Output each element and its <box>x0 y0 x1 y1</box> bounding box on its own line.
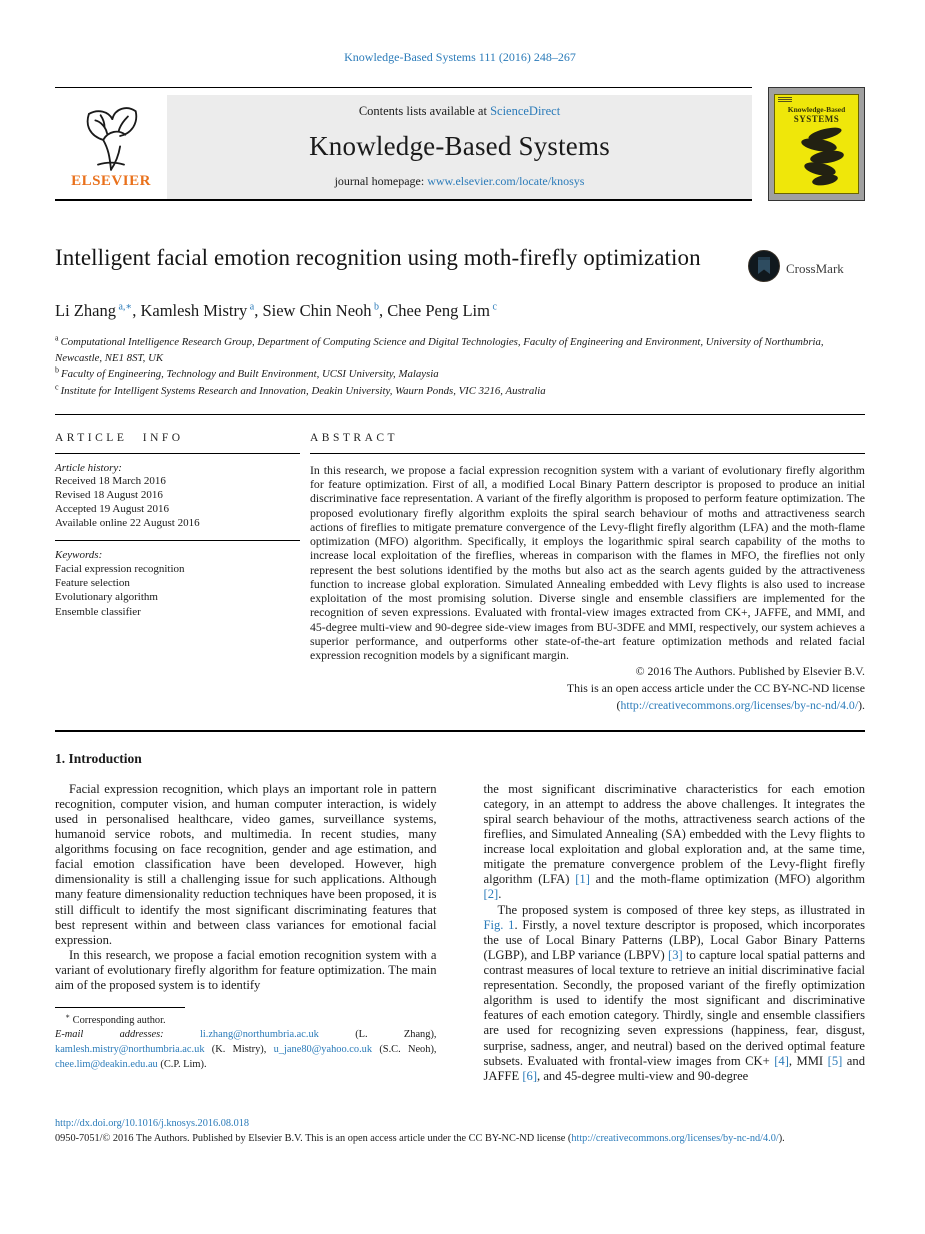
link[interactable]: [5] <box>827 1053 843 1068</box>
history-item: Revised 18 August 2016 <box>55 488 163 501</box>
issn-copyright-line: 0950-7051/© 2016 The Authors. Published by Elsevier B.V. This is an open access article under the CC BY-NC-ND license (http://creativecommons.org/licenses/by-nc-nd/4.0/). <box>55 1133 785 1144</box>
email-addresses: E-mail addresses: li.zhang@northumbria.ac.uk (L. Zhang), kamlesh.mistry@northumbria.ac.uk (K. Mistry), u_jane80@yahoo.co.uk (S.C. Neoh), chee.lim@deakin.edu.au (C.P. Lim). <box>55 1029 437 1070</box>
link[interactable]: b <box>371 301 380 313</box>
link[interactable]: li.zhang@northumbria.ac.uk <box>199 1029 319 1041</box>
body-columns <box>55 782 865 1084</box>
link[interactable]: [6] <box>522 1068 538 1083</box>
link[interactable]: [3] <box>668 947 683 962</box>
page-footer <box>55 1118 865 1144</box>
intro-paragraph: the most significant discriminative characteristics for each emotion category, in an attempt to address the above challenges. It integrates the spiral search behaviour of the moths, attractiveness search actions of the fireflies, and Simulated Annealing (SA) embedded with the Levy flights to increase local exploitation and global exploration and, at the same time, mitigate the premature convergence problem of the Levy-flight firefly algorithm (LFA) [1] and the moth-flame optimization (MFO) algorithm [2]. <box>483 781 865 902</box>
intro-paragraph: In this research, we propose a facial emotion recognition system with a variant of evolutionary firefly algorithm for feature optimization. The main aim of the proposed system is to identify <box>55 947 437 993</box>
author-list: Li Zhang $^{a,∗}$, Kamlesh Mistry $^a$, Siew Chin Neoh $^b$, Chee Peng Lim $^c$ <box>55 301 497 320</box>
article-history-list <box>55 475 300 531</box>
link[interactable]: ScienceDirect <box>490 104 561 118</box>
corresponding-author-note: ∗ Corresponding author. <box>65 1011 166 1027</box>
crossmark-icon <box>747 249 781 288</box>
link[interactable]: a <box>247 301 255 313</box>
keyword-item: Ensemble classifier <box>55 605 141 618</box>
elsevier-logo <box>55 95 167 199</box>
doi-link[interactable]: http://dx.doi.org/10.1016/j.knosys.2016.08.018 <box>55 1118 250 1129</box>
section-heading-introduction: 1. Introduction <box>55 750 142 766</box>
history-item: Accepted 19 August 2016 <box>55 502 169 515</box>
abstract-license: This is an open access article under the CC BY-NC-ND license <box>566 681 865 696</box>
crossmark-badge[interactable] <box>747 249 865 288</box>
abstract-column <box>310 432 865 713</box>
abstract-text: In this research, we propose a facial expression recognition system with a variant of evolutionary firefly algorithm for feature optimization. First of all, a modified Local Binary Pattern descriptor is proposed to produce an initial discriminative face representation. A variant of the firefly algorithm is proposed to perform feature optimization. The proposed evolutionary firefly algorithm exploits the spiral search behaviour of moths and attractiveness search actions of fireflies to mitigate premature convergence of the Levy-flight firefly algorithm (LFA) and the moth-flame optimization (MFO) algorithm. Specifically, it employs the logarithmic spiral search capability of the moths to increase local exploitation of the fireflies, whereas in comparison with the flames in MFO, the fireflies not only represent the best solutions identified by the moths but also act as the search agents guided by the attractiveness function to increase global exploration. Simulated Annealing embedded with Levy flights is also used to increase exploitation of the most promising solution. Diverse single and ensemble classifiers are implemented for the recognition of seven expressions. Evaluated with frontal-view images extracted from CK+, JAFFE, and MMI, and 45-degree multi-view and 90-degree side-view images from BU-3DFE and MMI, respectively, our system achieves a superior performance, and outperforms other state-of-the-art feature optimization methods and related facial expression recognition models by a significant margin. <box>310 462 865 663</box>
link[interactable]: c <box>489 301 497 313</box>
elsevier-tree-icon <box>72 97 150 175</box>
affiliation-c: $^c$ Institute for Intelligent Systems Research and Innovation, Deakin University, Waurn Ponds, VIC 3216, Australia <box>55 381 546 397</box>
journal-cover-art <box>774 94 859 194</box>
keywords-label: Keywords: <box>55 548 103 561</box>
journal-homepage-line: journal homepage: www.elsevier.com/locate/knosys <box>334 174 585 188</box>
cover-title: Knowledge-Based SYSTEMS <box>787 105 846 125</box>
abstract-license-url: (http://creativecommons.org/licenses/by-nc-nd/4.0/). <box>616 697 865 712</box>
affiliations <box>55 334 865 399</box>
journal-citation: Knowledge-Based Systems 111 (2016) 248–267 <box>344 50 576 64</box>
page-title: Intelligent facial emotion recognition using moth-firefly optimization <box>55 245 701 270</box>
info-abstract-section <box>55 432 865 713</box>
elsevier-wordmark: ELSEVIER <box>71 173 151 189</box>
left-column <box>55 782 437 1084</box>
keyword-item: Facial expression recognition <box>55 562 185 575</box>
link[interactable]: Fig. 1 <box>483 917 515 932</box>
keywords-list <box>55 562 300 619</box>
right-column <box>484 782 866 1084</box>
link[interactable]: [2] <box>483 887 499 902</box>
link[interactable]: [4] <box>774 1053 789 1068</box>
divider <box>55 540 300 541</box>
history-item: Available online 22 August 2016 <box>55 516 200 529</box>
link[interactable]: [1] <box>575 872 590 887</box>
divider <box>310 453 865 454</box>
keyword-item: Feature selection <box>55 576 130 589</box>
article-info-column <box>55 432 300 713</box>
cover-fine-print <box>778 97 792 103</box>
link[interactable]: u_jane80@yahoo.co.uk <box>273 1044 373 1056</box>
link[interactable]: a,∗ <box>115 301 133 313</box>
crossmark-label: CrossMark <box>786 260 844 276</box>
link[interactable]: kamlesh.mistry@northumbria.ac.uk <box>55 1044 205 1056</box>
contents-line: Contents lists available at ScienceDirect <box>358 104 561 118</box>
link[interactable]: http://creativecommons.org/licenses/by-nc-nd/4.0/ <box>620 697 859 712</box>
banner-grey-panel <box>167 95 752 199</box>
banner-block <box>55 87 752 201</box>
article-info-heading: ARTICLE INFO <box>55 431 184 444</box>
link[interactable]: chee.lim@deakin.edu.au <box>55 1058 158 1070</box>
divider <box>55 453 300 454</box>
intro-paragraph: Facial expression recognition, which plays an important role in pattern recognition, computer vision, and human computer interaction, is widely used in personalised healthcare, video games, surveillance systems, humanoid service robots, and multimedia. In recent studies, many algorithms focusing on face recognition, gender and age estimation, and facial emotion classification have been developed. However, high dimensionality is still a challenging issue for such applications. Although many feature dimensionality reduction techniques have been proposed, it is still difficult to identify the most significant discriminating features that best represent within and between class variances for emotional facial expression. <box>55 781 437 947</box>
journal-cover-thumbnail[interactable] <box>768 87 865 201</box>
cover-moth-stack-art <box>775 126 859 188</box>
link[interactable]: www.elsevier.com/locate/knosys <box>427 174 585 188</box>
keyword-item: Evolutionary algorithm <box>55 591 158 604</box>
abstract-heading: ABSTRACT <box>310 431 399 444</box>
intro-paragraph: The proposed system is composed of three key steps, as illustrated in Fig. 1. Firstly, a novel texture descriptor is proposed, which incorporates the use of Local Binary Patterns (LBP), Local Gabor Binary Patterns (LGBP), and LBP variance (LBPV) [3] to capture local spatial patterns and contrast measures of local texture to retrieve an initial discriminative facial representation. Secondly, the proposed variant of the firefly optimization algorithm is used to identify the most significant and discriminative features of each emotion category. Thirdly, single and ensemble classifiers are used for recognizing seven expressions (happiness, fear, disgust, surprise, sadness, anger, and neutral) based on the derived optimal feature subsets. Evaluated with frontal-view images from CK+ [4], MMI [5] and JAFFE [6], and 45-degree multi-view and 90-degree <box>483 902 866 1083</box>
article-history-label: Article history: <box>55 461 122 474</box>
affiliation-a: $^a$ Computational Intelligence Research Group, Department of Computing Science and Digital Technologies, Faculty of Engineering and Environment, University of Northumbria, Newcastle, NE1 8ST, UK <box>55 333 824 365</box>
abstract-copyright: © 2016 The Authors. Published by Elsevier B.V. <box>635 664 865 679</box>
link[interactable]: http://creativecommons.org/licenses/by-nc-nd/4.0/ <box>571 1133 779 1144</box>
footnote-divider <box>55 1007 185 1008</box>
divider <box>55 730 865 732</box>
journal-name: Knowledge-Based Systems <box>309 131 610 161</box>
header-banner <box>55 87 865 201</box>
history-item: Received 18 March 2016 <box>55 474 166 487</box>
divider <box>55 414 865 415</box>
cover-gap <box>752 87 768 201</box>
affiliation-b: $^b$ Faculty of Engineering, Technology and Built Environment, UCSI University, Malaysia <box>55 365 439 381</box>
footnote-block <box>55 1007 437 1072</box>
title-row <box>55 245 865 288</box>
